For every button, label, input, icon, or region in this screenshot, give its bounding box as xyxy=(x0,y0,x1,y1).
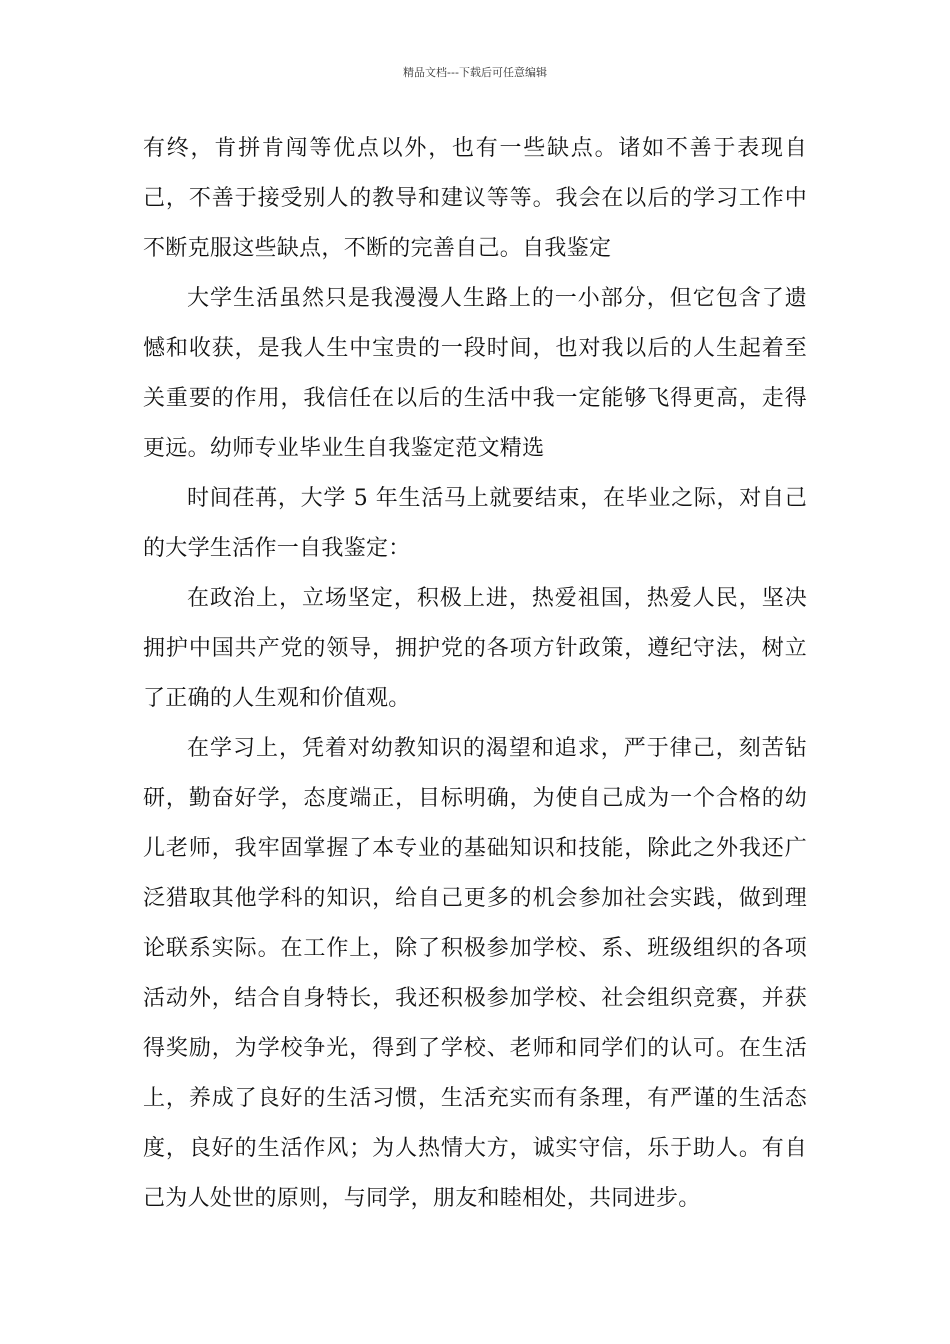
document-body xyxy=(143,124,807,1224)
paragraph-2: 大学生活虽然只是我漫漫人生路上的一小部分，但它包含了遗憾和收获，是我人生中宝贵的一段时间，也对我以后的人生起着至关重要的作用，我信任在以后的生活中我一定能够飞得更高，走得更远。幼师专业毕业生自我鉴定范文精选 xyxy=(143,286,807,461)
paragraph-1: 有终，肯拼肯闯等优点以外，也有一些缺点。诸如不善于表现自己，不善于接受别人的教导和建议等等。我会在以后的学习工作中不断克服这些缺点，不断的完善自己。自我鉴定 xyxy=(143,136,807,261)
paragraph-4: 在政治上，立场坚定，积极上进，热爱祖国，热爱人民，坚决拥护中国共产党的领导，拥护党的各项方针政策，遵纪守法，树立了正确的人生观和价值观。 xyxy=(143,586,807,711)
page-header: 精品文档---下载后可任意编辑 xyxy=(403,66,547,79)
paragraph-5: 在学习上，凭着对幼教知识的渴望和追求，严于律己，刻苦钻研，勤奋好学，态度端正，目标明确，为使自己成为一个合格的幼儿老师，我牢固掌握了本专业的基础知识和技能，除此之外我还广泛猎取其他学科的知识，给自己更多的机会参加社会实践，做到理论联系实际。在工作上，除了积极参加学校、系、班级组织的各项活动外，结合自身特长，我还积极参加学校、社会组织竞赛，并获得奖励，为学校争光，得到了学校、老师和同学们的认可。在生活上，养成了良好的生活习惯，生活充实而有条理，有严谨的生活态度，良好的生活作风；为人热情大方，诚实守信，乐于助人。有自己为人处世的原则，与同学，朋友和睦相处，共同进步。 xyxy=(143,736,807,1211)
paragraph-3: 时间荏苒，大学 5 年生活马上就要结束，在毕业之际，对自己的大学生活作一自我鉴定： xyxy=(143,486,807,561)
